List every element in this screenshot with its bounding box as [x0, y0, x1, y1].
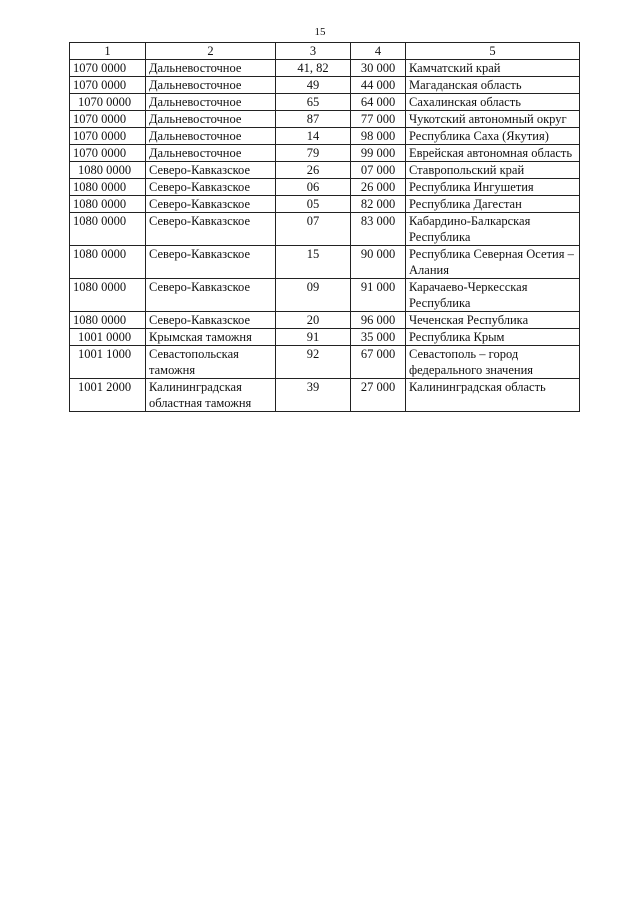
table-row: [70, 379, 580, 412]
cell-region: Республика Саха (Якутия): [406, 128, 580, 145]
cell-department: Севастопольская таможня: [146, 346, 276, 379]
table-row: [70, 179, 580, 196]
regions-table: [69, 42, 580, 412]
cell-department: Северо-Кавказское: [146, 179, 276, 196]
cell-okato: 96 000: [351, 312, 406, 329]
cell-department: Дальневосточное: [146, 94, 276, 111]
cell-code: 1080 0000: [70, 179, 146, 196]
cell-region-codes: 79: [276, 145, 351, 162]
cell-code: 1001 1000: [70, 346, 146, 379]
cell-region: Чукотский автономный округ: [406, 111, 580, 128]
cell-region-codes: 09: [276, 279, 351, 312]
cell-region: Кабардино-Балкарская Республика: [406, 213, 580, 246]
cell-code: 1070 0000: [70, 128, 146, 145]
cell-department: Северо-Кавказское: [146, 246, 276, 279]
cell-region-codes: 91: [276, 329, 351, 346]
cell-okato: 07 000: [351, 162, 406, 179]
table-row: [70, 145, 580, 162]
cell-region: Камчатский край: [406, 60, 580, 77]
cell-okato: 26 000: [351, 179, 406, 196]
header-col-2: 2: [146, 43, 276, 60]
cell-department: Крымская таможня: [146, 329, 276, 346]
cell-region-codes: 26: [276, 162, 351, 179]
cell-okato: 98 000: [351, 128, 406, 145]
table-row: [70, 60, 580, 77]
cell-region-codes: 92: [276, 346, 351, 379]
cell-code: 1080 0000: [70, 279, 146, 312]
cell-code: 1080 0000: [70, 312, 146, 329]
cell-department: Дальневосточное: [146, 60, 276, 77]
cell-code: 1080 0000: [70, 213, 146, 246]
cell-code: 1070 0000: [70, 77, 146, 94]
cell-okato: 90 000: [351, 246, 406, 279]
cell-code: 1001 0000: [70, 329, 146, 346]
header-row: [70, 43, 580, 60]
cell-region-codes: 14: [276, 128, 351, 145]
cell-department: Северо-Кавказское: [146, 213, 276, 246]
cell-okato: 64 000: [351, 94, 406, 111]
cell-code: 1070 0000: [70, 145, 146, 162]
cell-region: Чеченская Республика: [406, 312, 580, 329]
cell-region: Ставропольский край: [406, 162, 580, 179]
cell-region: Сахалинская область: [406, 94, 580, 111]
cell-department: Северо-Кавказское: [146, 162, 276, 179]
cell-region: Еврейская автономная область: [406, 145, 580, 162]
cell-region-codes: 07: [276, 213, 351, 246]
cell-region: Республика Дагестан: [406, 196, 580, 213]
table-row: [70, 246, 580, 279]
table-row: [70, 128, 580, 145]
cell-region-codes: 41, 82: [276, 60, 351, 77]
cell-code: 1070 0000: [70, 111, 146, 128]
cell-region-codes: 06: [276, 179, 351, 196]
cell-okato: 82 000: [351, 196, 406, 213]
cell-region: Магаданская область: [406, 77, 580, 94]
table-row: [70, 77, 580, 94]
cell-okato: 83 000: [351, 213, 406, 246]
cell-department: Дальневосточное: [146, 145, 276, 162]
table-row: [70, 279, 580, 312]
table-row: [70, 346, 580, 379]
table-row: [70, 329, 580, 346]
cell-department: Северо-Кавказское: [146, 279, 276, 312]
table-row: [70, 111, 580, 128]
cell-okato: 30 000: [351, 60, 406, 77]
cell-department: Северо-Кавказское: [146, 312, 276, 329]
cell-region-codes: 15: [276, 246, 351, 279]
header-col-5: 5: [406, 43, 580, 60]
cell-code: 1080 0000: [70, 246, 146, 279]
cell-code: 1070 0000: [70, 60, 146, 77]
cell-region-codes: 87: [276, 111, 351, 128]
cell-region: Республика Крым: [406, 329, 580, 346]
cell-okato: 27 000: [351, 379, 406, 412]
table-row: [70, 196, 580, 213]
cell-code: 1080 0000: [70, 196, 146, 213]
cell-okato: 91 000: [351, 279, 406, 312]
cell-okato: 35 000: [351, 329, 406, 346]
table-row: [70, 94, 580, 111]
cell-region: Республика Ингушетия: [406, 179, 580, 196]
cell-region: Карачаево-Черкесская Республика: [406, 279, 580, 312]
cell-okato: 67 000: [351, 346, 406, 379]
cell-region: Севастополь – город федерального значения: [406, 346, 580, 379]
table-row: [70, 162, 580, 179]
cell-region-codes: 20: [276, 312, 351, 329]
cell-department: Дальневосточное: [146, 77, 276, 94]
table-row: [70, 312, 580, 329]
header-col-3: 3: [276, 43, 351, 60]
cell-code: 1001 2000: [70, 379, 146, 412]
cell-region: Республика Северная Осетия – Алания: [406, 246, 580, 279]
cell-department: Северо-Кавказское: [146, 196, 276, 213]
cell-okato: 99 000: [351, 145, 406, 162]
cell-department: Калининградская областная таможня: [146, 379, 276, 412]
header-col-4: 4: [351, 43, 406, 60]
cell-region-codes: 65: [276, 94, 351, 111]
cell-department: Дальневосточное: [146, 111, 276, 128]
cell-okato: 44 000: [351, 77, 406, 94]
cell-department: Дальневосточное: [146, 128, 276, 145]
cell-region-codes: 49: [276, 77, 351, 94]
cell-region-codes: 05: [276, 196, 351, 213]
cell-okato: 77 000: [351, 111, 406, 128]
cell-code: 1070 0000: [70, 94, 146, 111]
cell-code: 1080 0000: [70, 162, 146, 179]
header-col-1: 1: [70, 43, 146, 60]
cell-region: Калининградская область: [406, 379, 580, 412]
cell-region-codes: 39: [276, 379, 351, 412]
page-number: 15: [314, 26, 326, 38]
table-row: [70, 213, 580, 246]
